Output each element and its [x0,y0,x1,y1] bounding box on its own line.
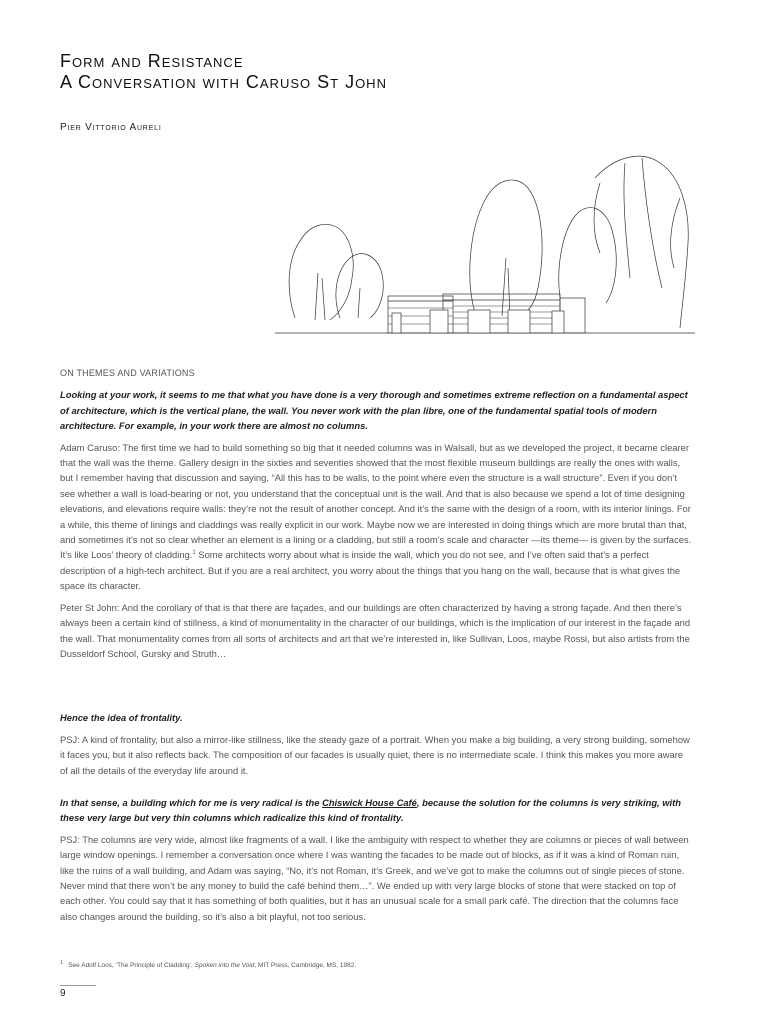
interview-question [60,795,692,826]
answer-text: Adam Caruso: The first time we had to build something so big that it needed columns was in Walsall, but as we developed the project, it became clearer that the wall was the theme. Gallery design in the sixties and seventies showed that the most flexible museum buildings are really the ones with walls, but I remember having that discussion and saying, “All this has to be walls, to the point where even the structure is a wall structure”. Even if you don’t see whether a wall is load-bearing or not, you understand that the conceptual unit is the wall. And that is also because we spend a lot of time designing elevations, and elevations require walls: they’re not the result of another concept. And it’s the same with the design of a room, with its interior linings. For a while, this theme of linings and claddings was really explicit in our work. Maybe now we are interested in doing things which are more brutal than that, and sometimes it’s not so clear whether an element is a lining or a cladding, but still a room’s scale and character —its theme— is given by the surfaces. It’s like Loos’ theory of cladding. [60,441,692,561]
question-text: In that sense, a building which for me is very radical is the [60,796,323,808]
footnote-text: See Adolf Loos, ‘The Principle of Cladding’, [68,962,195,970]
answer-text: Some architects worry about what is inside the wall, which you do not see, and I’ve often said that’s a perfect description of a high-tech architect. But if you are a real architect, you worry about the things that you hang on the wall, because that is what gives the space its character. [60,549,681,592]
title-line-1: Form and Resistance [60,51,244,71]
interview-answer: PSJ: The columns are very wide, almost like fragments of a wall. I like the ambiguity with respect to whether they are columns or pieces of wall between large window openings. I remember a conversation once where I was wanting the facades to be made out of blocks, as if it was a kind of Roman ruin, like the ruins of a wall building, and Adam was saying, “No, it’s not Roman, it’s Greek, and we’ve got to make the columns out of single pieces of stone. Never mind that there won’t be any money to build the café behind them…”. We ended up with very large blocks of stone that were stacked on top of each other. You could say that it has something of both qualities, but it has an unusual scale for a small park café. The direction that the columns face also changes around the building, so it’s also a bit playful, not too serious. [60,833,689,922]
spacer [60,667,692,710]
title-line-2: A Conversation with Caruso St John [60,72,387,92]
footnote-text: , MIT Press, Cambridge, MS, 1982. [254,962,357,970]
section-heading: ON THEMES AND VARIATIONS [60,368,195,378]
spacer [60,784,692,795]
article-title [60,51,387,93]
footnote-book-title: Spoken into the Void [194,962,255,970]
author-name: Pier Vittorio Aureli [60,122,162,133]
interview-question: Looking at your work, it seems to me that what you have done is a very thorough and sometimes extreme reflection on a fundamental aspect of architecture, which is the vertical plane, the wall. You never work with the plan libre, one of the fundamental spatial tools of modern architecture. For example, in your work there are almost no columns. [60,389,688,432]
chiswick-house-cafe-link[interactable]: Chiswick House Café [322,796,417,808]
interview-answer [60,440,692,594]
article-body [60,366,692,930]
question-text: , because the solution for the columns is very striking, with these very large but very thin columns which radicalize this kind of frontality. [60,796,682,824]
page-number-rule [60,985,96,986]
footnote-reference[interactable]: 1 [192,550,196,557]
interview-question: Hence the idea of frontality. [60,712,183,724]
interview-answer: Peter St John: And the corollary of that is that there are façades, and our buildings are often characterized by having a strong façade. And then there’s always been a certain kind of stillness, a kind of monumentality in the character of our buildings, which is the implication of our interest in the façade and the wall. That monumentality comes from all sorts of architects and art that we’re interested in, like Sullivan, Loos, maybe Rossi, but also artists from the Dusseldorf School, Gursky and Struth… [60,601,691,659]
building-elevation-drawing-icon [270,138,700,338]
interview-answer: PSJ: A kind of frontality, but also a mirror-like stillness, like the steady gaze of a portrait. When you make a big building, a very strong building, somehow it faces you, but it also reflects back. The composition of our facades is usually quiet, there is no intermediate scale. I think this makes you more aware of all the details of the everyday life around it. [60,733,690,776]
footnote [60,960,356,969]
footnote-number: 1 [60,960,63,966]
page-number: 9 [60,988,66,999]
